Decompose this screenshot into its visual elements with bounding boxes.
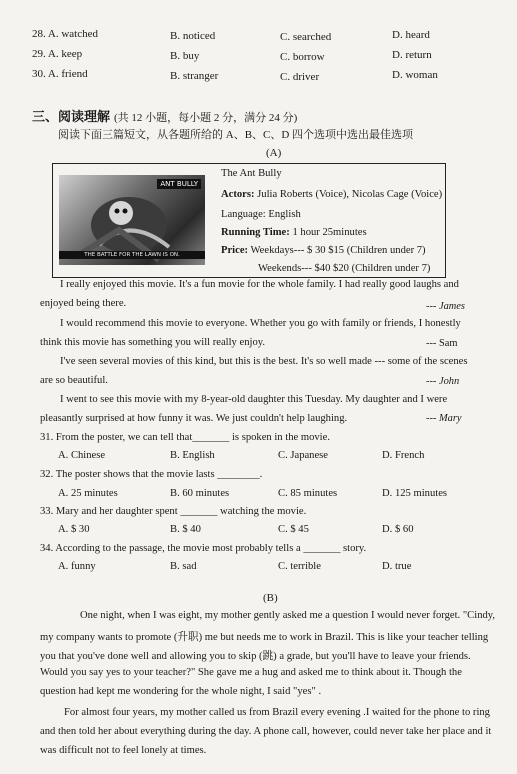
q34-option-b: B. sad [170, 561, 197, 572]
poster-language [221, 209, 301, 220]
q34-option-a: A. funny [58, 561, 96, 572]
q28-option-d: D. heard [392, 29, 430, 41]
price-weekdays-value: Weekdays--- $ 30 $15 (Children under 7) [248, 245, 426, 256]
q31-option-b: B. English [170, 450, 215, 461]
review-john-line1: I've seen several movies of this kind, but this is the best. It's so well made --- some of the scenes [60, 356, 468, 367]
q31-option-d: D. French [382, 450, 425, 461]
q29-option-c: C. borrow [280, 51, 325, 63]
passage-b-line7: and then told her about everything during the day. A phone call, however, could never take her place and it [40, 726, 492, 737]
q33-option-b: B. $ 40 [170, 524, 201, 535]
q28-option-c: C. searched [280, 31, 332, 43]
q30-option-c: C. driver [280, 71, 320, 83]
actors-value: Julia Roberts (Voice), Nicolas Cage (Voice) [254, 189, 443, 200]
q34-stem: 34. According to the passage, the movie most probably tells a _______ story. [40, 543, 367, 554]
passage-b-line5: question had kept me wondering for the whole night, I said "yes" . [40, 686, 322, 697]
poster-price-weekdays [221, 245, 426, 256]
review-mary-line1: I went to see this movie with my 8-year-old daughter this Tuesday. My daughter and I were [60, 394, 448, 405]
section-heading [32, 106, 297, 126]
passage-b-line2: my company wants to promote (升职) me but needs me to work in Brazil. This is like your teacher telling [40, 632, 489, 643]
actors-label: Actors: [221, 189, 255, 200]
language-value: English [265, 209, 301, 220]
q31-option-c: C. Japanese [278, 450, 329, 461]
review-james-line2: enjoyed being there. [40, 298, 127, 309]
q33-option-c: C. $ 45 [278, 524, 309, 535]
review-john-sign: --- John [426, 376, 460, 387]
language-label: Language: [221, 209, 266, 220]
price-label: Price: [221, 245, 249, 256]
passage-a-label: (A) [266, 147, 282, 159]
q28-option-a: 28. A. watched [32, 28, 98, 40]
poster-title-tag: ANT BULLY [157, 179, 201, 189]
q29-option-b: B. buy [170, 50, 200, 62]
review-sam-sign: --- Sam [426, 338, 458, 349]
poster-movie-title: The Ant Bully [221, 168, 282, 179]
q33-stem: 33. Mary and her daughter spent _______ watching the movie. [40, 506, 307, 517]
q32-option-b: B. 60 minutes [170, 488, 230, 499]
q33-option-a: A. $ 30 [58, 524, 90, 535]
section-score-note: (共 12 小题，每小题 2 分，满分 24 分) [114, 112, 298, 124]
poster-tagline: THE BATTLE FOR THE LAWN IS ON. [59, 251, 205, 259]
q32-option-c: C. 85 minutes [278, 488, 338, 499]
review-sam-line1: I would recommend this movie to everyone. Whether you go with family or friends, I honestly [60, 318, 461, 329]
passage-b-line4: Would you say yes to your teacher?" She gave me a hug and asked me to think about it. Though the [40, 667, 462, 678]
q34-option-c: C. terrible [278, 561, 321, 572]
section-instruction: 阅读下面三篇短文，从各题所给的 A、B、C、D 四个选项中选出最佳选项 [58, 129, 414, 141]
passage-b-line8: was difficult not to feel lonely at times. [40, 745, 207, 756]
q32-stem: 32. The poster shows that the movie lasts ________. [40, 469, 263, 480]
passage-b-line1: One night, when I was eight, my mother gently asked me a question I would never forget. "Cindy, [80, 610, 496, 621]
q32-option-d: D. 125 minutes [382, 488, 448, 499]
poster-price-weekends: Weekends--- $40 $20 (Children under 7) [258, 263, 431, 274]
q30-option-b: B. stranger [170, 70, 219, 82]
movie-poster-image [59, 175, 205, 265]
q30-option-d: D. woman [392, 69, 438, 81]
q30-option-a: 30. A. friend [32, 68, 88, 80]
poster-running-time [221, 227, 367, 238]
passage-b-label: (B) [263, 592, 278, 604]
review-james-line1: I really enjoyed this movie. It's a fun movie for the whole family. I had really good laughs and [60, 279, 459, 290]
passage-b-line6: For almost four years, my mother called us from Brazil every evening .I waited for the phone to ring [64, 707, 490, 718]
review-john-line2: are so beautiful. [40, 375, 108, 386]
q29-option-d: D. return [392, 49, 432, 61]
review-mary-line2: pleasantly surprised at how funny it was. We just couldn't help laughing. [40, 413, 348, 424]
section-title: 三、阅读理解 [32, 109, 111, 124]
movie-poster-box [52, 163, 446, 278]
poster-actors [221, 189, 442, 200]
running-time-label: Running Time: [221, 227, 290, 238]
review-sam-line2: think this movie has something you will really enjoy. [40, 337, 265, 348]
running-time-value: 1 hour 25minutes [289, 227, 367, 238]
q34-option-d: D. true [382, 561, 412, 572]
passage-b-line3: you that you've done well and allowing you to skip (跳) a grade, but you'll have to leave your friends. [40, 651, 471, 662]
review-mary-sign: --- Mary [426, 413, 462, 424]
q29-option-a: 29. A. keep [32, 48, 83, 60]
q32-option-a: A. 25 minutes [58, 488, 118, 499]
q31-stem: 31. From the poster, we can tell that_______ is spoken in the movie. [40, 432, 330, 443]
q31-option-a: A. Chinese [58, 450, 106, 461]
q33-option-d: D. $ 60 [382, 524, 414, 535]
q28-option-b: B. noticed [170, 30, 216, 42]
review-james-sign: --- James [426, 301, 465, 312]
